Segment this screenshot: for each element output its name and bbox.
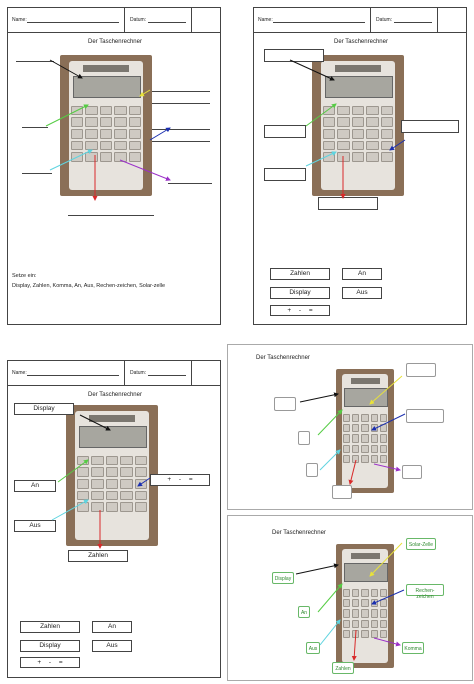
- arrow-an: [58, 460, 88, 482]
- arrow-rechen: [390, 140, 405, 150]
- name-label: Name:: [12, 17, 27, 23]
- label-display: Display: [272, 572, 294, 584]
- word-card-aus[interactable]: Aus: [92, 640, 132, 652]
- instruction-text: Setze ein:: [12, 273, 37, 279]
- arrow-rechen: [138, 478, 150, 486]
- date-label: Datum:: [376, 17, 393, 23]
- arrow-zahlen: [354, 630, 356, 660]
- label-komma: Komma: [402, 642, 424, 654]
- label-zahlen: Zahlen: [68, 550, 128, 562]
- arrow-zahlen: [350, 460, 356, 484]
- word-card-an[interactable]: An: [92, 621, 132, 633]
- page-title: Der Taschenrechner: [88, 39, 142, 45]
- label-aus: Aus: [14, 520, 56, 532]
- arrow-komma: [374, 464, 400, 470]
- word-card-zahlen[interactable]: Zahlen: [20, 621, 80, 633]
- arrow-komma: [120, 160, 170, 180]
- page-title: Der Taschenrechner: [272, 530, 326, 536]
- arrow-solar: [140, 90, 150, 96]
- arrow-aus: [50, 150, 92, 170]
- arrow-an: [46, 105, 88, 126]
- date-label: Datum:: [130, 370, 147, 376]
- arrow-display: [300, 394, 338, 402]
- word-card-display[interactable]: Display: [20, 640, 80, 652]
- arrow-aus: [306, 152, 336, 166]
- label-zahlen: Zahlen: [332, 662, 354, 674]
- arrow-display: [290, 60, 334, 80]
- arrow-rechen: [150, 128, 170, 140]
- label-solar: Solar-Zelle: [406, 538, 436, 550]
- arrow-display: [80, 415, 110, 430]
- word-card-an[interactable]: An: [342, 268, 382, 280]
- name-label: Name:: [258, 17, 273, 23]
- arrow-solar: [370, 543, 402, 576]
- arrow-aus: [52, 500, 88, 520]
- arrow-rechen: [372, 590, 404, 604]
- word-card-zahlen[interactable]: Zahlen: [270, 268, 330, 280]
- arrow-an: [318, 410, 342, 435]
- label-display: Display: [14, 403, 74, 415]
- arrow-an: [306, 104, 336, 126]
- label-an: An: [14, 480, 56, 492]
- name-label: Name:: [12, 370, 27, 376]
- arrow-aus: [320, 450, 340, 470]
- word-bank: Display, Zahlen, Komma, An, Aus, Rechen-zeichen, Solar-zelle: [12, 283, 166, 289]
- date-label: Datum:: [130, 17, 147, 23]
- arrow-display: [296, 565, 338, 574]
- label-aus: Aus: [306, 642, 320, 654]
- arrow-an: [318, 584, 342, 612]
- label-an: An: [298, 606, 310, 618]
- arrow-solar: [370, 376, 402, 404]
- page-title: Der Taschenrechner: [88, 392, 142, 398]
- arrow-komma: [374, 638, 400, 645]
- word-card-ops[interactable]: + - =: [270, 305, 330, 316]
- page-title: Der Taschenrechner: [256, 355, 310, 361]
- arrow-aus: [320, 620, 340, 645]
- arrow-display: [50, 60, 82, 78]
- label-rechen: Rechen-zeichen: [406, 584, 444, 596]
- word-card-display[interactable]: Display: [270, 287, 330, 299]
- arrow-rechen: [372, 414, 405, 430]
- word-card-aus[interactable]: Aus: [342, 287, 382, 299]
- word-card-ops[interactable]: + - =: [20, 657, 80, 668]
- label-ops: + - =: [150, 474, 210, 486]
- page-title: Der Taschenrechner: [334, 39, 388, 45]
